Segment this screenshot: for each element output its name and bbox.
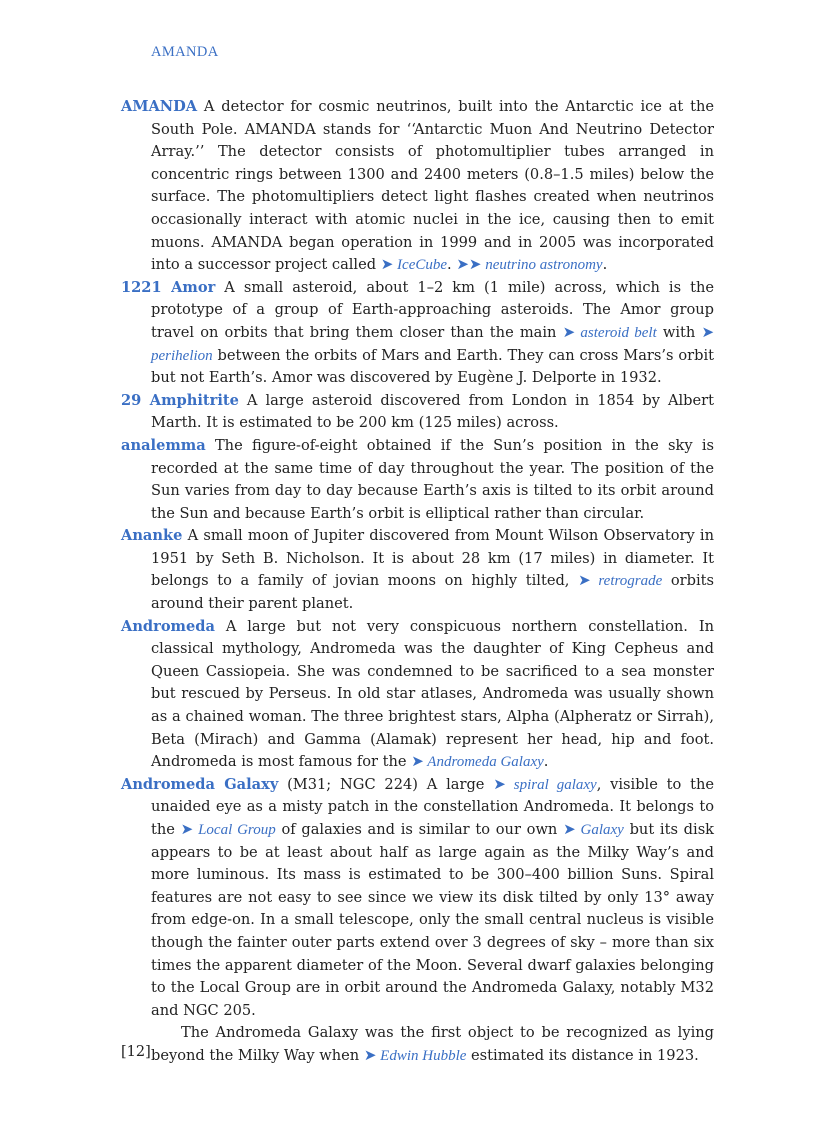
cross-reference-link[interactable]: ➤➤ neutrino astronomy [456,257,603,274]
headword: 29 Amphitrite [121,391,239,409]
entry-amor: 1221 Amor A small asteroid, about 1–2 km (1 mile) across, which is the prototype of a group of Earth-approaching asteroids. The Amor group travel on orbits that bring them closer than the main ➤ asteroid belt with ➤ perihelion between the orbits of Mars and Earth. They can cross Mars’s orbit but not Earth’s. Amor was discovered by Eugène J. Delporte in 1932. [121,278,715,387]
arrow-icon: ➤ [563,822,576,838]
dictionary-entries [121,96,714,1068]
cross-reference-link[interactable]: ➤ retrograde [578,573,663,590]
double-arrow-icon: ➤➤ [456,257,482,274]
cross-reference-link[interactable]: ➤ Local Group [180,822,276,838]
arrow-icon: ➤ [380,257,394,274]
page-number: [12] [121,1044,151,1060]
cross-reference-link[interactable]: ➤ IceCube [380,257,448,274]
headword: Andromeda [121,617,215,635]
entry-amanda: AMANDA A detector for cosmic neutrinos, built into the Antarctic ice at the South Pole. AMANDA stands for ‘‘Antarctic Muon And Neutrino Detector Array.’’ The detector consists of photomultiplier tubes arranged in concentric rings between 1300 and 2400 meters (0.8–1.5 miles) below the surface. The photomultipliers detect light flashes created when neutrinos occasionally interact with atomic nuclei in the ice, causing then to emit muons. AMANDA began operation in 1999 and in 2005 was incorporated into a successor project called ➤ IceCube. ➤➤ neutrino astronomy. [121,98,714,274]
headword: AMANDA [121,98,198,115]
continuation-paragraph: The Andromeda Galaxy was the first object to be recognized as lying beyond the Milky Way when ➤ Edwin Hubble estimated its distance in 1923. [151,1024,714,1064]
headword: analemma [121,436,206,454]
entry-amphitrite: 29 Amphitrite A large asteroid discovered from London in 1854 by Albert Marth. It is estimated to be 200 km (125 miles) across. [121,391,715,432]
arrow-icon: ➤ [180,822,194,838]
headword: Andromeda Galaxy [121,775,279,793]
entry-andromeda: Andromeda A large but not very conspicuous northern constellation. In classical mythology, Andromeda was the daughter of King Cepheus and Queen Cassiopeia. She was condemned to be sacrificed to a sea monster but rescued by Perseus. In old star atlases, Andromeda was usually shown as a chained woman. The three brightest stars, Alpha (Alpheratz or Sirrah), Beta (Mirach) and Gamma (Alamak) represent her head, hip and foot. Andromeda is most famous for the ➤ Andromeda Galaxy. [121,617,714,771]
entry-analemma: analemma The figure-of-eight obtained if the Sun’s position in the sky is recorded at the same time of day throughout the year. The position of the Sun varies from day to day because Earth’s axis is tilted to its orbit around the Sun and because Earth’s orbit is elliptical rather than circular. [121,436,714,522]
cross-reference-link[interactable]: ➤ Andromeda Galaxy [411,754,544,771]
cross-reference-link[interactable]: ➤ Galaxy [563,822,624,838]
arrow-icon: ➤ [562,324,576,341]
arrow-icon: ➤ [493,776,506,793]
cross-reference-link[interactable]: ➤ Edwin Hubble [363,1047,467,1064]
arrow-icon: ➤ [411,754,424,771]
headword: Ananke [121,527,183,545]
cross-reference-link[interactable]: ➤ perihelion [151,324,715,364]
arrow-icon: ➤ [363,1047,377,1064]
running-head: AMANDA [151,44,219,60]
cross-reference-link[interactable]: ➤ spiral galaxy [493,776,597,793]
headword: 1221 Amor [121,278,216,296]
arrow-icon: ➤ [578,573,591,590]
cross-reference-link[interactable]: ➤ asteroid belt [562,324,657,341]
arrow-icon: ➤ [701,324,715,341]
entry-andromeda-galaxy: Andromeda Galaxy (M31; NGC 224) A large ➤ spiral galaxy, visible to the unaided eye as a misty patch in the constellation Andromeda. It belongs to the ➤ Local Group of galaxies and is similar to our own ➤ Galaxy but its disk appears to be at least about half as large again as the Milky Way’s and more luminous. Its mass is estimated to be 300–400 billion Suns. Spiral features are not easy to see since we view its disk tilted by only 13° away from edge-on. In a small telescope, only the small central nucleus is visible though the fainter outer parts extend over 3 degrees of sky – more than six times the apparent diameter of the Moon. Several dwarf galaxies belonging to the Local Group are in orbit around the Andromeda Galaxy, notably M32 and NGC 205. The Andromeda Galaxy was the first object to be recognized as lying beyond the Milky Way when ➤ Edwin Hubble estimated its distance in 1923. [121,774,714,1068]
entry-ananke: Ananke A small moon of Jupiter discovered from Mount Wilson Observatory in 1951 by Seth B. Nicholson. It is about 28 km (17 miles) in diameter. It belongs to a family of jovian moons on highly tilted, ➤ retrograde orbits around their parent planet. [121,527,715,613]
